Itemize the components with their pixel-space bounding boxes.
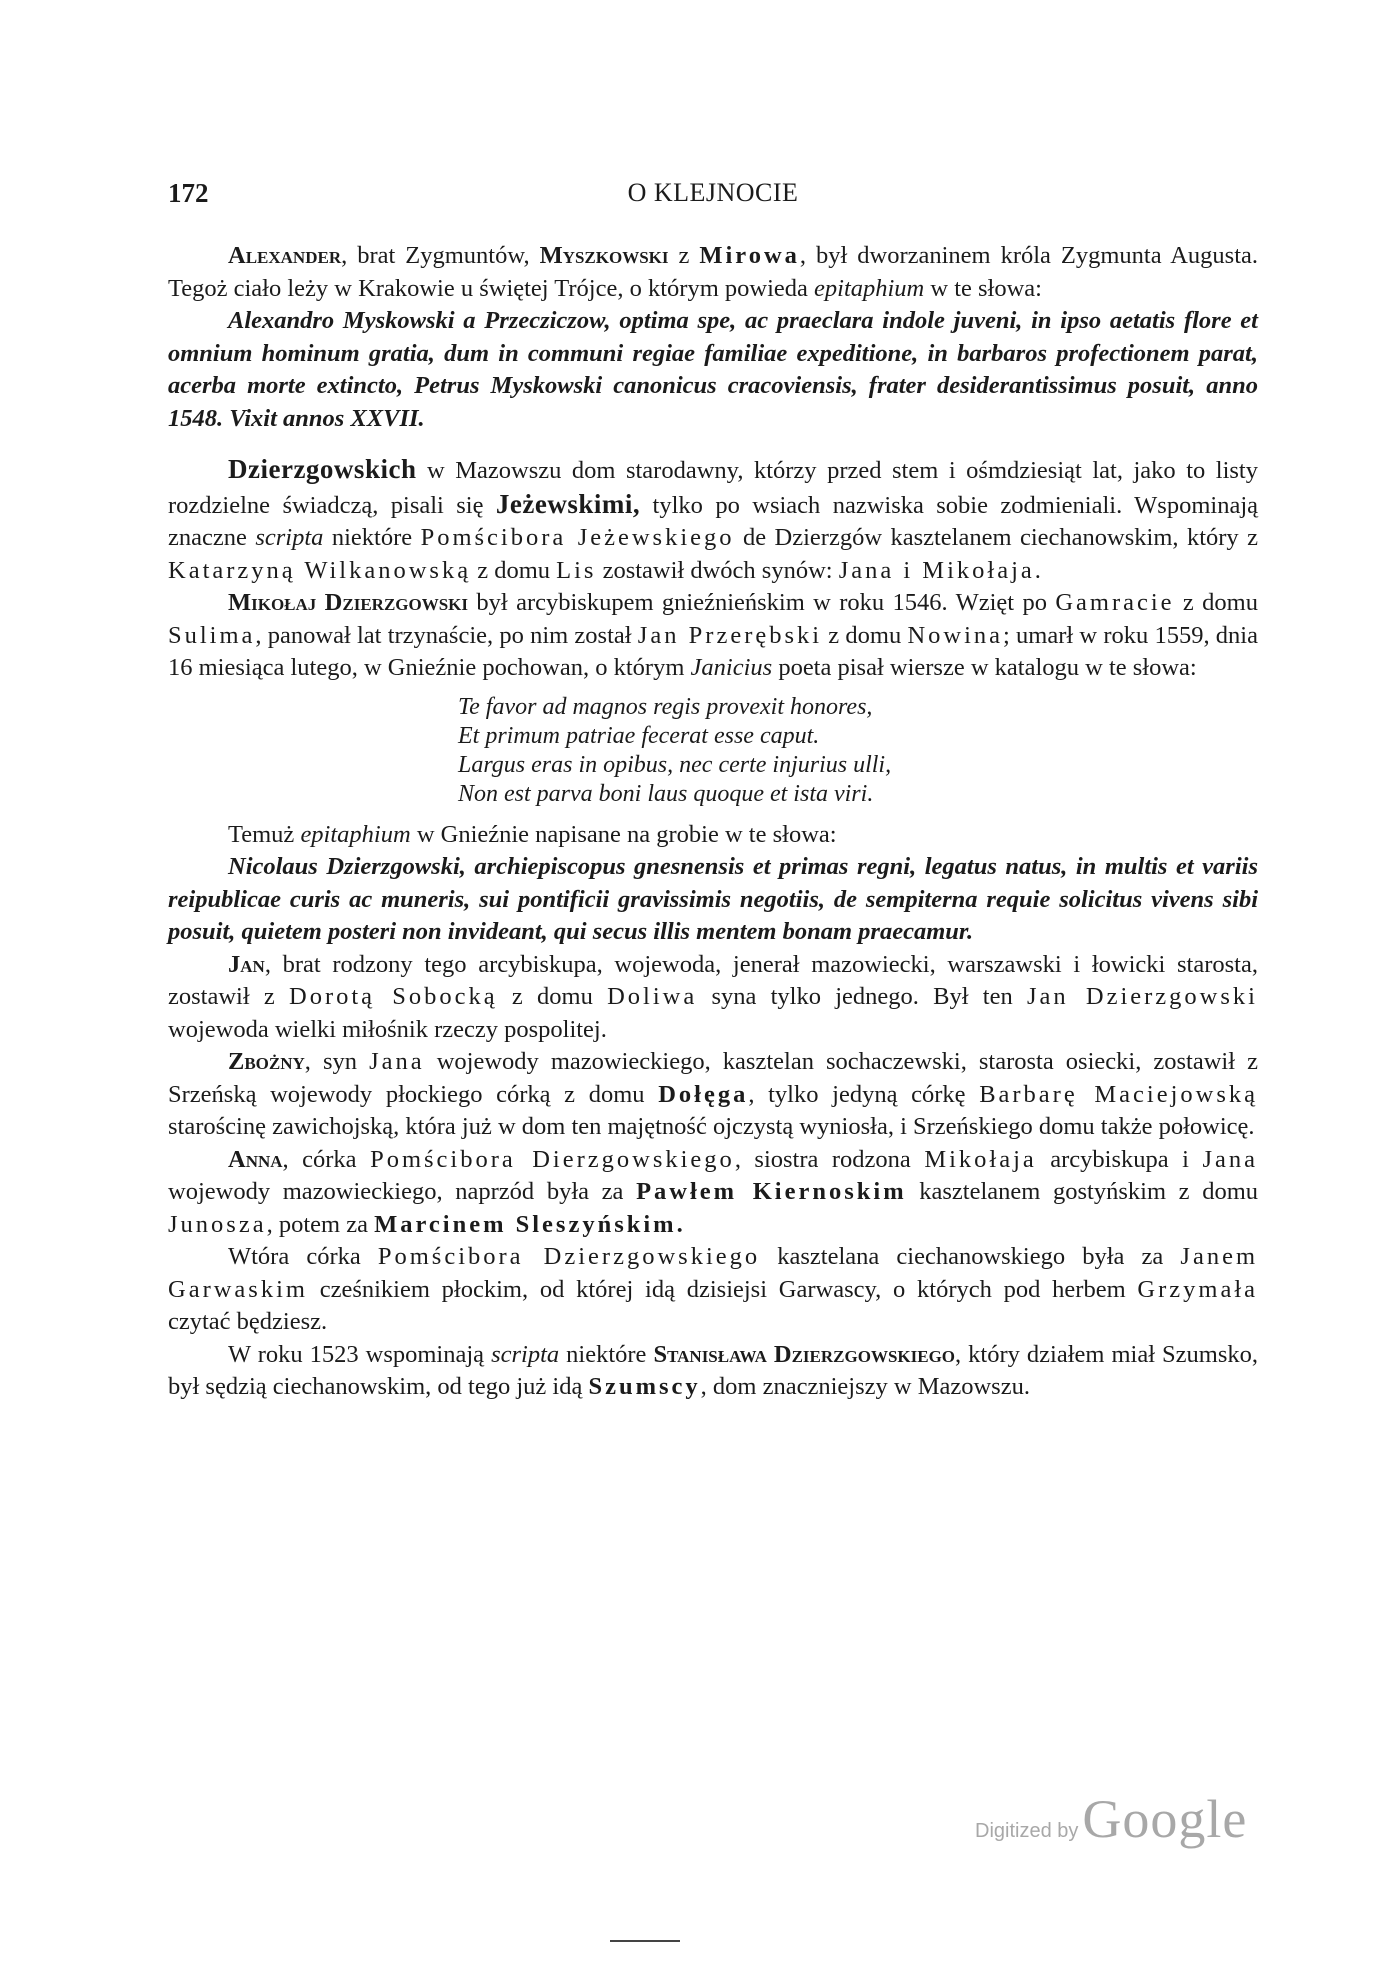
paragraph-jan — [168, 949, 1258, 1047]
term-scripta: scripta — [255, 524, 324, 551]
person-pawel: Pawłem Kiernoskim — [636, 1178, 907, 1205]
text-run: de Dzierzgów kasztelanem ciechanowskim, który z — [734, 524, 1258, 551]
person-mikolaj: Mikołaja — [924, 1145, 1037, 1173]
name-zbozny: Zbożny — [228, 1048, 305, 1075]
person-jan-dzierzgowski: Jan Dzierzgowski — [1026, 983, 1258, 1010]
person-gamrat: Gamracie — [1055, 589, 1175, 616]
clan-dolega: Dołęga — [658, 1080, 749, 1108]
text-run: tylko po wsiach nazwiska sobie zodmieniali. Wspominają znaczne — [168, 491, 1258, 551]
text-run: arcybiskupa i — [1036, 1145, 1203, 1173]
person-jan: Jana — [369, 1048, 425, 1075]
text-run: z domu — [497, 983, 608, 1010]
paragraph-alexander — [168, 240, 1258, 305]
text-run: kasztelana ciechanowskiego była za — [760, 1243, 1181, 1270]
text-run: kasztelanem gostyńskim z domu — [906, 1178, 1259, 1205]
person-pomscibor: Pomścibora Jeżewskiego — [420, 524, 735, 551]
text-run: W roku 1523 wspominają — [228, 1340, 492, 1368]
clan-grzymala: Grzymała — [1137, 1275, 1258, 1303]
text-run: starościnę zawichojską, która już w dom ten majętność ojczystą wyniosła, i Srzeńskiego domu także połowicę. — [168, 1113, 1255, 1140]
term-epitaphium: epitaphium — [814, 274, 925, 302]
text-run: , który działem miał Szumsko, był sędzią ciechanowskim, od tego już idą — [168, 1340, 1258, 1400]
epitaph-nicolaus: Nicolaus Dzierzgowski, archiepiscopus gnesnensis et primas regni, legatus natus, in multis et variis reipublicae curis ac muneris, sui pontificii gravissimis negotiis, de sempiterna requie solicitus vivens sibi posuit, quietem posteri non invideant, qui secus illis mentem bonam praecamur. — [168, 853, 1258, 945]
text-run: , syn — [304, 1048, 370, 1075]
text-run: , był dworzaninem króla Zygmunta Augusta. Tegoż ciało leży w Krakowie u świętej Trójce, o którym powieda — [168, 242, 1259, 302]
text-run: z domu — [822, 621, 908, 649]
text-run: , panował lat trzynaście, po nim został — [255, 621, 638, 649]
verse-line: Te favor ad magnos regis provexit honores, — [458, 693, 873, 720]
text-run: był arcybiskupem gnieźnieńskim w roku 1546. Wzięt po — [468, 589, 1056, 616]
person-jan-garwaski: Janem Garwaskim — [168, 1243, 1258, 1303]
verse-line: Non est parva boni laus quoque et ista viri. — [458, 780, 874, 807]
clan-junosza: Junosza — [168, 1210, 267, 1238]
text-run: ; umarł w roku 1559, dnia 16 miesiąca lutego, w Gnieźnie pochowan, o którym — [168, 621, 1258, 681]
name-stanislaw: Stanisława Dzierzgowskiego — [653, 1340, 956, 1368]
text-run: poeta pisał wiersze w katalogu w te słowa: — [772, 654, 1197, 681]
body-text — [168, 240, 1258, 1404]
person-marcin: Marcinem Sleszyńskim. — [374, 1210, 686, 1238]
page-number: 172 — [168, 178, 209, 208]
page-header — [168, 178, 1258, 214]
name-anna: Anna — [228, 1145, 283, 1173]
verse-line: Et primum patriae fecerat esse caput. — [458, 722, 820, 749]
verse-line: Largus eras in opibus, nec certe injurius ulli, — [458, 751, 892, 778]
text-run: z domu — [471, 556, 557, 584]
person-barbara: Barbarę Maciejowską — [979, 1080, 1259, 1108]
text-run: wojewoda wielki miłośnik rzeczy pospolitej. — [168, 1015, 607, 1043]
term-scripta: scripta — [491, 1340, 560, 1368]
running-head: O KLEJNOCIE — [627, 178, 799, 207]
text-run: niektóre — [559, 1340, 654, 1368]
clan-sulima: Sulima — [168, 621, 256, 649]
family-szumscy: Szumscy — [588, 1373, 701, 1400]
paragraph-stanislaw — [168, 1339, 1258, 1404]
person-pomscibor: Pomścibora Dzierzgowskiego — [377, 1243, 761, 1270]
paragraph-dzierzgowskich — [168, 453, 1258, 587]
paragraph-mikolaj — [168, 587, 1258, 685]
clan-doliwa: Doliwa — [607, 983, 698, 1010]
paragraph-zbozny — [168, 1046, 1258, 1144]
text-run: zostawił dwóch synów: — [596, 556, 839, 584]
person-jan: Jana — [1202, 1145, 1258, 1173]
text-run: , siostra rodzona — [734, 1145, 925, 1173]
text-run: wojewody mazowieckiego, kasztelan sochaczewski, starosta osiecki, zostawił z Srzeńską wojewody płockiego córką z domu — [168, 1048, 1258, 1108]
person-dorota: Dorotą Sobocką — [289, 983, 498, 1010]
text-run: syna tylko jednego. Był ten — [697, 983, 1027, 1010]
clan-nowina: Nowina — [907, 621, 1004, 649]
text-run: wojewody mazowieckiego, naprzód była za — [168, 1178, 637, 1205]
alias-jezewski: Jeżewskimi, — [495, 488, 641, 519]
paragraph-anna — [168, 1144, 1258, 1242]
sons-jan-mikolaj: Jana i Mikołaja. — [838, 556, 1044, 584]
text-run: w te słowa: — [924, 274, 1042, 302]
person-przerebski: Jan Przerębski — [637, 621, 823, 649]
text-run: Temuż — [228, 820, 301, 848]
text-run: w Mazowszu dom starodawny, którzy przed stem i ośmdziesiąt lat, jako to listy rozdzielne świadczą, pisali się — [168, 457, 1258, 519]
watermark-prefix: Digitized by — [975, 1820, 1079, 1842]
name-mikolaj: Mikołaj Dzierzgowski — [228, 589, 469, 616]
person-pomscibor: Pomścibora Dierzgowskiego — [370, 1145, 735, 1173]
text-run: w Gnieźnie napisane na grobie w te słowa: — [410, 820, 837, 848]
google-logo: Google — [1082, 1789, 1248, 1849]
text-run: z — [668, 242, 700, 269]
person-katarzyna: Katarzyną Wilkanowską — [168, 556, 472, 584]
verse-block — [458, 693, 1258, 809]
epitaph-alexander: Alexandro Myskowski a Przecziczow, optima spe, ac praeclara indole juveni, in ipso aetatis flore et omnium hominum gratia, dum in communi regiae familiae expeditione, in barbaros profectionem parat, acerba morte extincto, Petrus Myskowski canonicus cracoviensis, frater desiderantissimus posuit, anno 1548. Vixit annos XXVII. — [168, 307, 1258, 432]
term-epitaphium: epitaphium — [300, 820, 411, 848]
paragraph-second-daughter — [168, 1241, 1258, 1339]
text-run: , córka — [282, 1145, 371, 1173]
text-run: z domu — [1174, 589, 1258, 616]
clan-lis: Lis — [556, 556, 597, 584]
poet-janicius: Janicius — [690, 654, 773, 681]
name-jan: Jan — [228, 950, 265, 978]
text-run: , dom znaczniejszy w Mazowszu. — [700, 1373, 1030, 1400]
surname-myszkowski: Myszkowski — [539, 242, 669, 269]
text-run: , potem za — [266, 1210, 375, 1238]
bottom-rule — [610, 1940, 680, 1942]
family-dzierzgowskich: Dzierzgowskich — [228, 454, 417, 484]
paragraph-epitaph-intro — [168, 819, 1258, 852]
place-mirow: Mirowa — [699, 242, 800, 269]
text-run: Wtóra córka — [228, 1243, 378, 1270]
text-run: , brat rodzony tego arcybiskupa, wojewoda, jenerał mazowiecki, warszawski i łowicki starosta, zostawił z — [168, 950, 1258, 1010]
text-run: niektóre — [323, 524, 421, 551]
text-run: , tylko jedyną córkę — [748, 1080, 980, 1108]
text-run: , brat Zygmuntów, — [341, 242, 540, 269]
digitized-watermark — [975, 1788, 1247, 1850]
text-run: czytać będziesz. — [168, 1308, 328, 1335]
name-alexander: Alexander — [228, 242, 342, 269]
text-run: cześnikiem płockim, od której idą dzisiejsi Garwascy, o których pod herbem — [307, 1275, 1138, 1303]
